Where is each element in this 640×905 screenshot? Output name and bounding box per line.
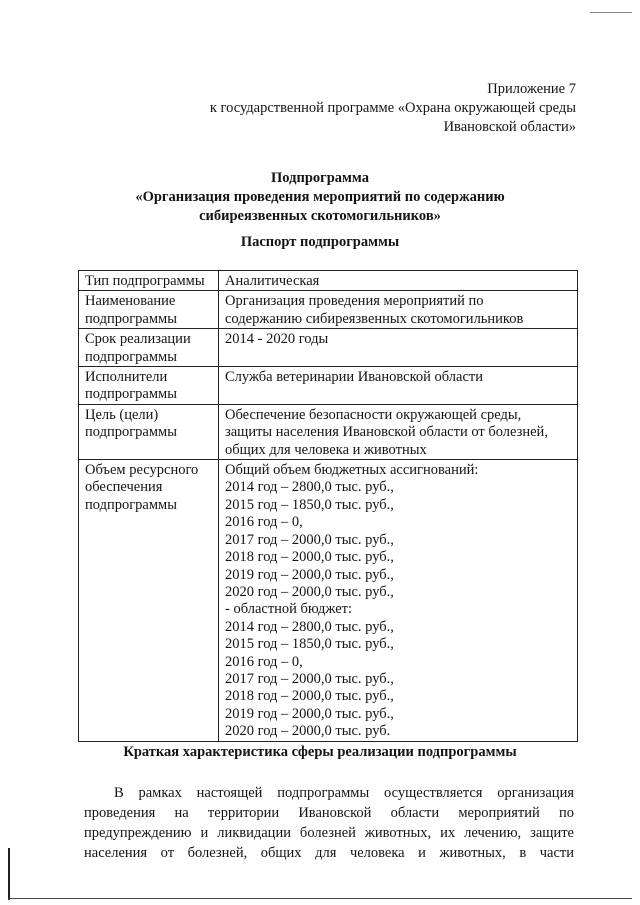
- row-label-cell: [79, 291, 219, 329]
- row-label-cell: [79, 367, 219, 405]
- row-label-line: Срок реализации: [85, 331, 191, 348]
- row-label-cell: [79, 329, 219, 367]
- scan-artifact-top-right: [590, 12, 632, 13]
- row-value-line: 2015 год – 1850,0 тыс. руб.,: [225, 496, 394, 513]
- row-label-line: Исполнители: [85, 369, 168, 386]
- row-value-line: защиты населения Ивановской области от болезней,: [225, 424, 548, 441]
- row-label-line: Цель (цели): [85, 406, 159, 423]
- body-line: населения от болезней, общих для человека и животных, в части: [84, 845, 574, 861]
- passport-table: [78, 270, 578, 742]
- row-value-line: 2015 год – 1850,0 тыс. руб.,: [225, 636, 394, 653]
- row-label-line: Тип подпрограммы: [85, 273, 205, 289]
- table-row: [79, 291, 578, 329]
- row-label-line: подпрограммы: [85, 496, 177, 513]
- row-value-line: Служба ветеринарии Ивановской области: [225, 369, 483, 386]
- body-line: предупреждению и ликвидации болезней животных, их лечению, защите: [84, 825, 574, 841]
- row-value-cell: [219, 404, 578, 459]
- section-title: Краткая характеристика сферы реализации подпрограммы: [123, 744, 517, 760]
- appendix-header: [210, 80, 576, 137]
- row-label-line: подпрограммы: [85, 424, 177, 441]
- row-label-line: Объем ресурсного: [85, 462, 199, 479]
- scan-artifact-bottom-line: [8, 898, 632, 899]
- row-value-line: 2014 - 2020 годы: [225, 331, 329, 348]
- row-value-cell: [219, 271, 578, 291]
- row-value-cell: [219, 367, 578, 405]
- row-value-line: 2016 год – 0,: [225, 653, 303, 670]
- row-value-line: - областной бюджет:: [225, 601, 353, 618]
- table-row: [79, 329, 578, 367]
- row-value-line: 2020 год – 2000,0 тыс. руб.,: [225, 583, 394, 600]
- table-row: [79, 367, 578, 405]
- row-value-line: Аналитическая: [225, 273, 320, 289]
- title-line: «Организация проведения мероприятий по содержанию: [135, 189, 505, 205]
- row-label-cell: [79, 404, 219, 459]
- row-value-line: 2017 год – 2000,0 тыс. руб.,: [225, 531, 394, 548]
- row-value-line: общих для человека и животных: [225, 441, 427, 458]
- row-value-line: содержанию сибиреязвенных скотомогильников: [225, 310, 524, 327]
- row-value-line: 2017 год – 2000,0 тыс. руб.,: [225, 670, 394, 687]
- scan-artifact-left-bar: [8, 848, 10, 900]
- row-value-line: 2018 год – 2000,0 тыс. руб.,: [225, 688, 394, 705]
- title-line: сибиреязвенных скотомогильников»: [199, 208, 441, 224]
- title-line: Подпрограмма: [271, 170, 369, 186]
- row-label-cell: [79, 460, 219, 742]
- row-value-cell: [219, 291, 578, 329]
- appendix-line: Приложение 7: [487, 81, 576, 97]
- row-value-cell: [219, 460, 578, 742]
- row-value-cell: [219, 329, 578, 367]
- row-value-line: 2014 год – 2800,0 тыс. руб.,: [225, 479, 394, 496]
- row-label-line: Наименование: [85, 293, 176, 310]
- table-row: [79, 460, 578, 742]
- row-label-line: обеспечения: [85, 479, 163, 496]
- row-value-line: 2019 год – 2000,0 тыс. руб.,: [225, 705, 394, 722]
- row-value-line: 2020 год – 2000,0 тыс. руб.: [225, 723, 391, 740]
- row-value-line: 2019 год – 2000,0 тыс. руб.,: [225, 566, 394, 583]
- body-paragraph: [84, 783, 574, 863]
- row-value-line: 2018 год – 2000,0 тыс. руб.,: [225, 549, 394, 566]
- appendix-line: к государственной программе «Охрана окружающей среды: [209, 100, 576, 116]
- row-value-line: Организация проведения мероприятий по: [225, 293, 484, 310]
- row-label-line: подпрограммы: [85, 386, 177, 403]
- table-row: [79, 271, 578, 291]
- row-value-line: Общий объем бюджетных ассигнований:: [225, 462, 479, 479]
- row-label-line: подпрограммы: [85, 348, 177, 365]
- subprogram-title: [0, 169, 640, 226]
- row-label-cell: [79, 271, 219, 291]
- appendix-line: Ивановской области»: [443, 119, 576, 135]
- row-value-line: 2014 год – 2800,0 тыс. руб.,: [225, 618, 394, 635]
- row-value-line: 2016 год – 0,: [225, 514, 303, 531]
- row-value-line: Обеспечение безопасности окружающей среды,: [225, 406, 522, 423]
- body-line: проведения на территории Ивановской области мероприятий по: [84, 805, 574, 821]
- table-row: [79, 404, 578, 459]
- passport-title: Паспорт подпрограммы: [240, 234, 400, 250]
- body-line: В рамках настоящей подпрограммы осуществляется организация: [114, 785, 574, 801]
- row-label-line: подпрограммы: [85, 310, 177, 327]
